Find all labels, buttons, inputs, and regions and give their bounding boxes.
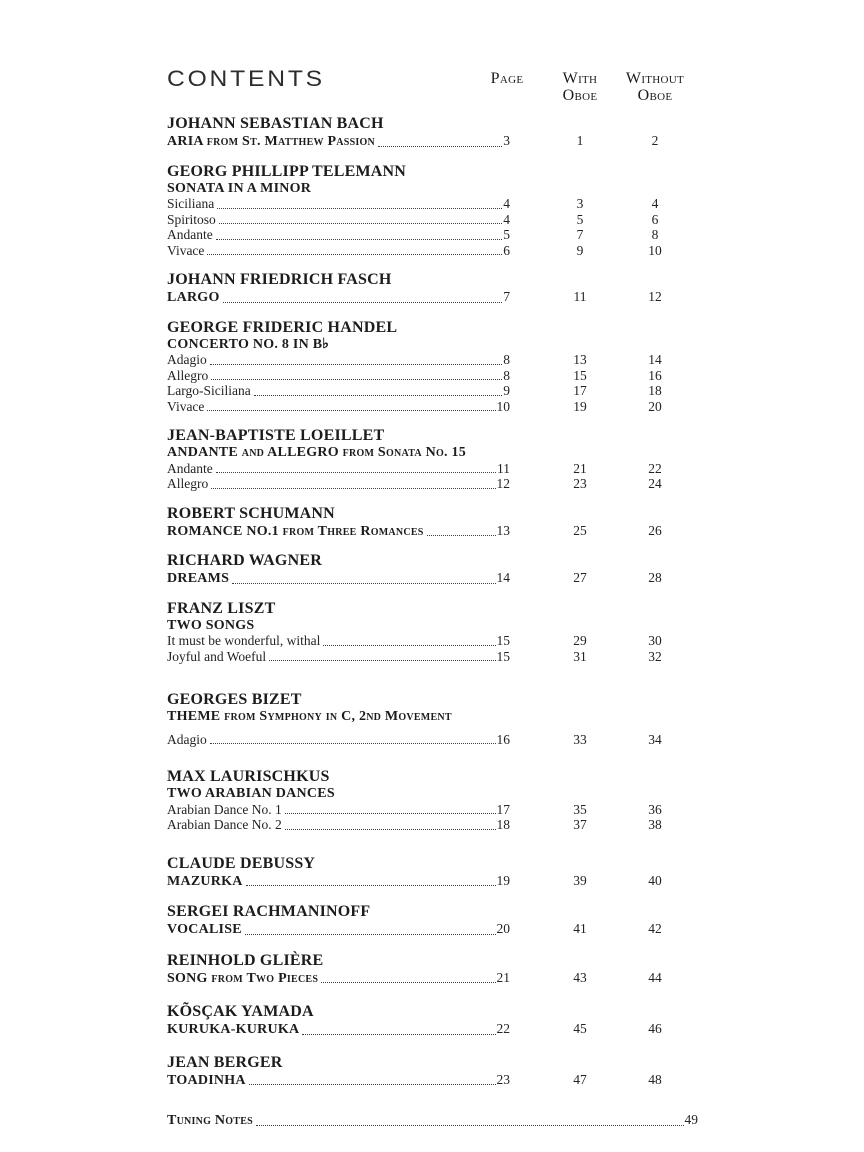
without-oboe-track-number: 40 [648,872,662,888]
work-title: CONCERTO NO. 8 IN B♭ [167,336,330,352]
toc-row [167,649,698,665]
toc-row [167,732,698,748]
with-oboe-track-number: 43 [573,969,587,985]
toc-row-main [167,196,510,212]
composer-name: MAX LAURISCHKUS [167,768,330,785]
dot-leader [223,302,503,303]
toc-row-main [167,1072,510,1089]
with-oboe-track-number: 3 [576,196,584,211]
with-oboe-track-number: 9 [576,242,584,258]
piece-title: Allegro [167,476,209,491]
toc-row-main [167,1021,510,1038]
page-number: 20 [496,921,510,936]
toc-row [167,970,698,987]
piece-title: Siciliana [167,196,215,211]
tuning-notes-page-number: 49 [684,1112,698,1127]
composer-name: JEAN-BAPTISTE LOEILLET [167,427,385,444]
without-oboe-track-number: 38 [648,817,662,832]
dot-leader [302,1034,495,1035]
toc-section [167,318,698,415]
toc-section [167,1002,698,1038]
work-title: TWO SONGS [167,617,255,633]
dot-leader [427,535,496,536]
with-oboe-track-number: 45 [573,1021,587,1036]
toc-row-main [167,383,510,399]
dot-leader [254,395,503,396]
toc-section [167,854,698,890]
toc-row-main [167,243,510,259]
with-oboe-track-number: 11 [573,289,587,304]
dot-leader [245,934,496,935]
page-number: 15 [496,633,510,648]
without-oboe-track-number: 6 [651,211,659,227]
without-oboe-track-number: 28 [648,570,662,585]
toc-section [167,1053,698,1089]
piece-title: Vivace [167,398,205,414]
with-oboe-track-number: 5 [576,211,584,227]
without-oboe-track-number: 14 [648,352,662,367]
with-oboe-track-number: 41 [573,921,587,936]
tuning-notes-title: Tuning Notes [167,1113,253,1128]
without-oboe-track-number: 30 [648,633,662,648]
toc-row-main [167,368,510,384]
without-oboe-track-number: 48 [648,1071,662,1087]
page-number: 21 [496,969,510,985]
composer-name: FRANZ LISZT [167,599,276,617]
dot-leader [285,829,496,830]
toc-row-main [167,633,510,649]
without-oboe-track-number: 24 [648,476,662,491]
dot-leader [216,472,496,473]
without-oboe-track-number: 8 [651,227,659,242]
toc-row [167,921,698,938]
toc-section [167,690,698,747]
piece-title: VOCALISE [167,922,242,937]
dot-leader [210,743,496,744]
with-oboe-track-number: 7 [576,227,584,242]
composer-name: RICHARD WAGNER [167,552,322,569]
toc-row-main [167,289,510,306]
page-number: 9 [503,383,510,398]
toc-row [167,570,698,587]
piece-title: TOADINHA [167,1072,246,1088]
toc-section [167,270,698,306]
composer-name: KÕSÇAK YAMADA [167,1003,314,1020]
page-number: 18 [496,817,510,832]
piece-title: ROMANCE NO.1 from Three Romances [167,523,424,539]
toc-row [167,476,698,492]
composer-name: CLAUDE DEBUSSY [167,854,316,872]
toc-row-main [167,227,510,243]
page-number: 7 [503,289,510,304]
piece-title: Arabian Dance No. 2 [167,817,282,832]
piece-title: Arabian Dance No. 1 [167,801,282,817]
dot-leader [211,488,495,489]
with-oboe-track-number: 47 [573,1071,587,1087]
composer-name: JEAN BERGER [167,1053,283,1071]
page-number: 5 [503,227,510,242]
toc-header [167,64,698,112]
page-number: 12 [496,476,510,491]
toc-row-main [167,970,510,987]
dot-leader [285,813,496,814]
toc-section [167,599,698,665]
page-number: 13 [496,522,510,538]
toc-row-main [167,921,510,938]
toc-section [167,951,698,987]
without-oboe-track-number: 12 [648,289,662,304]
composer-name: GEORGE FRIDERIC HANDEL [167,318,398,336]
work-title: ANDANTE and ALLEGRO from Sonata No. 15 [167,445,466,460]
toc-sections [167,114,698,1088]
without-oboe-track-number: 16 [648,367,662,383]
with-oboe-track-number: 21 [573,460,587,476]
page-number: 8 [503,352,510,367]
dot-leader [210,364,503,365]
piece-title: Joyful and Woeful [167,648,267,664]
toc-row-main [167,461,510,477]
work-title: SONATA IN A MINOR [167,180,312,196]
with-oboe-track-number: 1 [576,133,584,148]
toc-row [167,243,698,259]
toc-row-main [167,399,510,415]
toc-row-main [167,476,510,492]
toc-row-main [167,873,510,890]
toc-section [167,551,698,587]
with-oboe-track-number: 13 [573,352,587,367]
without-oboe-label: Oboe [637,87,673,104]
toc-row-main [167,212,510,228]
toc-row [167,817,698,833]
without-oboe-track-number: 2 [651,133,659,148]
with-oboe-track-number: 15 [573,367,587,383]
piece-title: Adagio [167,352,207,367]
column-header-without-oboe [580,70,730,104]
composer-name: GEORG PHILLIPP TELEMANN [167,162,407,180]
with-oboe-label: Oboe [562,87,598,104]
with-oboe-track-number: 25 [573,522,587,538]
toc-section [167,114,698,150]
without-oboe-track-number: 34 [648,731,662,747]
page-number: 16 [496,731,510,747]
toc-row-main [167,817,510,833]
column-header-page-label: Page [490,70,524,87]
dot-leader [246,885,496,886]
with-oboe-track-number: 19 [573,398,587,414]
toc-row [167,227,698,243]
with-oboe-track-number: 27 [573,570,587,585]
composer-name: ROBERT SCHUMANN [167,504,335,522]
page-number: 4 [503,211,510,227]
toc-row [167,523,698,540]
page-number: 11 [497,460,510,476]
without-label: Without [625,70,685,87]
without-oboe-track-number: 18 [648,383,662,398]
page-number: 4 [503,196,510,211]
dot-leader [232,583,495,584]
dot-leader [269,660,495,661]
toc-row [167,383,698,399]
toc-section [167,162,698,259]
piece-title: Andante [167,227,213,242]
with-oboe-track-number: 29 [573,633,587,648]
toc-row [167,352,698,368]
dot-leader [211,379,502,380]
page-number: 15 [496,648,510,664]
piece-title: KURUKA-KURUKA [167,1022,300,1037]
with-oboe-track-number: 33 [573,731,587,747]
toc-row [167,802,698,818]
without-oboe-track-number: 44 [648,969,662,985]
composer-name: GEORGES BIZET [167,691,302,708]
without-oboe-track-number: 4 [651,196,659,211]
page-number: 8 [503,367,510,383]
composer-name: JOHANN FRIEDRICH FASCH [167,271,392,288]
piece-title: ARIA from St. Matthew Passion [167,134,376,149]
without-oboe-track-number: 22 [648,460,662,476]
toc-row [167,1072,698,1089]
with-oboe-track-number: 31 [573,648,587,664]
dot-leader [217,208,502,209]
toc-section [167,767,698,833]
with-oboe-track-number: 39 [573,872,587,888]
page-number: 23 [496,1071,510,1087]
without-oboe-track-number: 20 [648,398,662,414]
with-label: With [562,70,598,87]
dot-leader [249,1084,496,1085]
piece-title: LARGO [167,290,220,305]
page-number: 17 [496,801,510,817]
dot-leader [256,1125,684,1126]
work-title: TWO ARABIAN DANCES [167,786,335,801]
dot-leader [378,146,502,147]
page-number: 3 [503,133,510,148]
toc-row [167,212,698,228]
piece-title: Vivace [167,242,205,258]
toc-row [167,289,698,306]
piece-title: DREAMS [167,571,230,586]
toc-row [167,1021,698,1038]
dot-leader [219,223,502,224]
toc-row [167,368,698,384]
page-number: 19 [496,872,510,888]
dot-leader [207,254,502,255]
toc-row-main [167,802,510,818]
toc-section [167,426,698,492]
without-oboe-track-number: 42 [648,921,662,936]
toc-row [167,133,698,150]
toc-row-main [167,732,510,748]
toc-row-main [167,523,510,540]
without-oboe-track-number: 32 [648,648,662,664]
piece-title: Allegro [167,367,209,383]
without-oboe-track-number: 26 [648,522,662,538]
toc-section [167,902,698,938]
without-oboe-track-number: 46 [648,1021,662,1036]
without-oboe-track-number: 10 [648,242,662,258]
piece-title: Largo-Siciliana [167,383,251,398]
piece-title: Spiritoso [167,211,216,227]
toc-section [167,504,698,540]
composer-name: SERGEI RACHMANINOFF [167,903,371,920]
page-title: CONTENTS [167,66,325,91]
dot-leader [207,410,495,411]
toc-row [167,196,698,212]
toc-row-main [167,570,510,587]
with-oboe-track-number: 23 [573,476,587,491]
piece-title: MAZURKA [167,873,243,889]
toc-row-main [167,649,510,665]
piece-title: It must be wonderful, withal [167,633,321,648]
tuning-notes-row [167,1112,698,1129]
piece-title: Adagio [167,731,207,747]
with-oboe-track-number: 17 [573,383,587,398]
toc-row [167,399,698,415]
without-oboe-track-number: 36 [648,801,662,817]
toc-row-main [167,352,510,368]
page-number: 6 [503,242,510,258]
toc-row [167,873,698,890]
with-oboe-track-number: 37 [573,817,587,832]
toc-row [167,633,698,649]
dot-leader [321,982,495,983]
toc-row [167,461,698,477]
page-number: 14 [496,570,510,585]
piece-title: SONG from Two Pieces [167,970,319,986]
piece-title: Andante [167,460,213,476]
composer-name: REINHOLD GLIÈRE [167,951,324,969]
page-number: 22 [496,1021,510,1036]
page-number: 10 [496,398,510,414]
work-title: THEME from Symphony in C, 2nd Movement [167,709,452,724]
toc-row-main [167,133,510,150]
toc-content [167,64,698,1129]
dot-leader [216,239,503,240]
composer-name: JOHANN SEBASTIAN BACH [167,115,384,132]
with-oboe-track-number: 35 [573,801,587,817]
dot-leader [323,645,495,646]
